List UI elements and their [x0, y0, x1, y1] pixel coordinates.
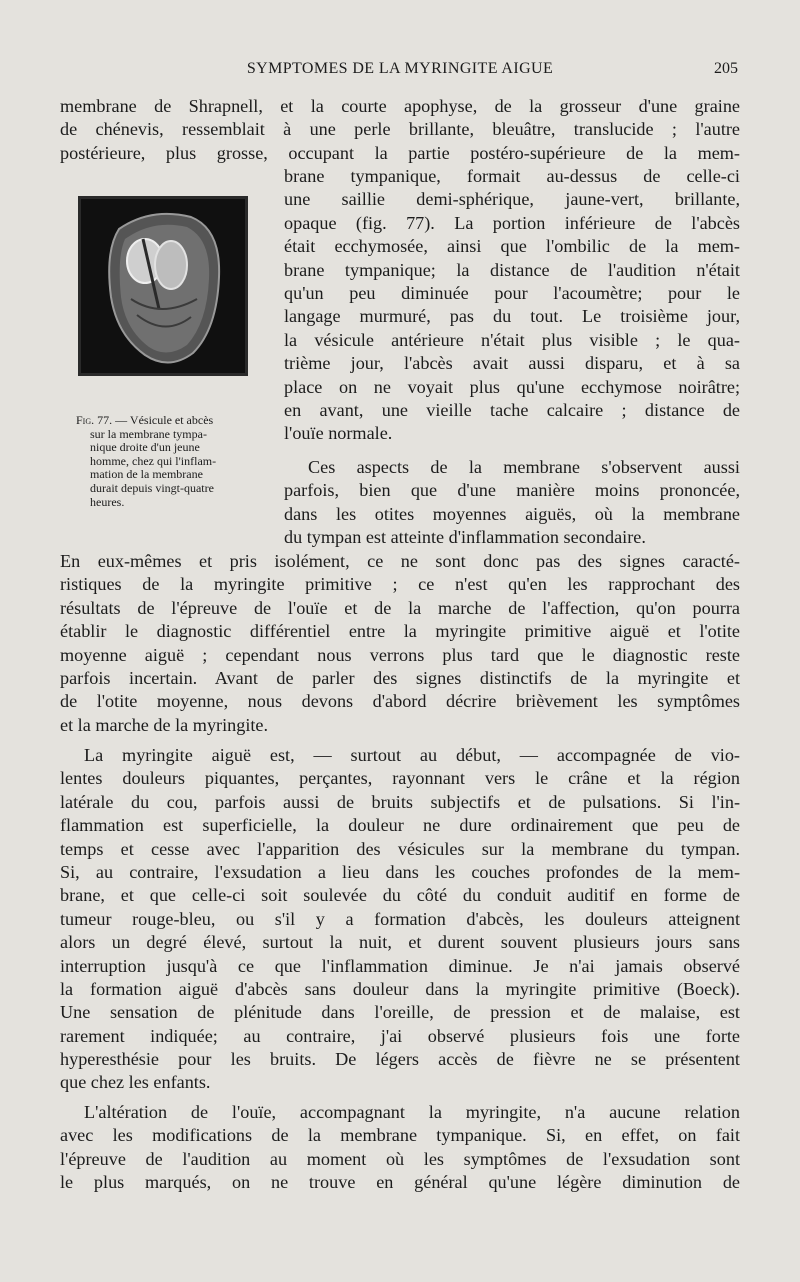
text-line: interruption jusqu'à ce que l'inflammation diminue. Je n'ai jamais observé	[60, 955, 740, 976]
text-line: postérieure, plus grosse, occupant la partie postéro-supérieure de la mem-	[60, 142, 740, 163]
text-line: résultats de l'épreuve de l'ouïe et de la marche de l'affection, qu'on pourra	[60, 597, 740, 618]
text-line: une saillie demi-sphérique, jaune-vert, brillante,	[284, 189, 740, 210]
eardrum-drawing	[81, 199, 245, 373]
text-line: place on ne voyait plus qu'une ecchymose noirâtre;	[284, 376, 740, 397]
text-line: brane, et que celle-ci soit soulevée du côté du conduit auditif en forme de	[60, 885, 740, 906]
running-head: SYMPTOMES DE LA MYRINGITE AIGUE	[246, 60, 554, 77]
text-line: parfois incertain. Avant de parler des signes distinctifs de la myringite et	[60, 667, 740, 688]
caption-line: mation de la membrane	[90, 467, 203, 482]
text-line: dans les otites moyennes aiguës, où la membrane	[284, 503, 740, 524]
text-line: et la marche de la myringite.	[60, 714, 269, 735]
text-line: ristiques de la myringite primitive ; ce n'est qu'en les rapprochant des	[60, 574, 740, 595]
caption-line: heures.	[90, 494, 125, 509]
text-line: l'ouïe normale.	[284, 423, 393, 444]
text-line: moyenne aiguë ; cependant nous verrons plus tard que le diagnostic reste	[60, 644, 740, 665]
text-line: avec les modifications de la membrane tympanique. Si, en effet, on fait	[60, 1125, 740, 1146]
text-line: latérale du cou, parfois aussi de bruits subjectifs et de pulsations. Si l'in-	[60, 791, 740, 812]
text-line: opaque (fig. 77). La portion inférieure de l'abcès	[284, 212, 740, 233]
text-line: hyperesthésie pour les bruits. De légers accès de fièvre ne se présentent	[60, 1049, 740, 1070]
text-line: langage murmuré, pas du tout. Le troisième jour,	[284, 306, 740, 327]
text-line: était ecchymosée, ainsi que l'ombilic de la mem-	[284, 236, 740, 257]
paragraph-3	[60, 1101, 740, 1195]
text-line: alors un degré élevé, surtout la nuit, et durent souvent plusieurs jours sans	[60, 932, 740, 953]
text-line: l'épreuve de l'audition au moment où les symptômes de l'exsudation sont	[60, 1148, 740, 1169]
text-line: rarement indiquée; au contraire, j'ai observé plusieurs fois une forte	[60, 1025, 740, 1046]
caption-line: — Vésicule et abcès	[115, 413, 214, 427]
caption-lead: Fig. 77.	[76, 413, 113, 427]
text-line: la formation aiguë d'abcès sans douleur dans la myringite primitive (Boeck).	[60, 978, 740, 999]
text-line: flammation est superficielle, la douleur ne dure ordinairement que peu de	[60, 815, 740, 836]
text-line: Une sensation de plénitude dans l'oreille, de pression et de malaise, est	[60, 1002, 740, 1023]
text-line: du tympan est atteinte d'inflammation secondaire.	[284, 527, 646, 548]
paragraph-2	[60, 744, 740, 1095]
text-line: En eux-mêmes et pris isolément, ce ne sont donc pas des signes caracté-	[60, 551, 740, 571]
text-line: en avant, une vieille tache calcaire ; distance de	[284, 399, 740, 420]
text-line: qu'un peu diminuée pour l'acoumètre; pour le	[284, 282, 740, 303]
text-line: Si, au contraire, l'exsudation a lieu dans les couches profondes de la mem-	[60, 861, 740, 882]
text-line: la vésicule antérieure n'était plus visible ; le qua-	[284, 329, 740, 350]
caption-line: durait depuis vingt-quatre	[90, 480, 214, 495]
paragraph-1	[60, 550, 740, 737]
caption-line: homme, chez qui l'inflam-	[90, 453, 217, 468]
text-line: temps et cesse avec l'apparition des vésicules sur la membrane du tympan.	[60, 838, 740, 859]
figure-77	[72, 196, 270, 509]
text-line: trième jour, l'abcès avait aussi disparu, et à sa	[284, 353, 740, 374]
caption-line: sur la membrane tympa-	[90, 426, 207, 441]
text-line: que chez les enfants.	[60, 1072, 211, 1093]
text-line: lentes douleurs piquantes, perçantes, rayonnant vers le crâne et la région	[60, 768, 740, 789]
text-line: le plus marqués, on ne trouve en général qu'une légère diminution de	[60, 1172, 740, 1193]
eardrum-illustration	[78, 196, 248, 376]
text-line: brane tympanique; la distance de l'audition n'était	[284, 259, 740, 280]
text-line: tumeur rouge-bleu, ou s'il y a formation d'abcès, les douleurs atteignent	[60, 908, 740, 929]
figure-caption	[72, 414, 268, 509]
text-line: établir le diagnostic différentiel entre la myringite primitive aiguë et l'otite	[60, 621, 740, 642]
page-number: 205	[714, 60, 738, 77]
body-top-lines	[60, 95, 740, 165]
page-header	[60, 60, 740, 84]
text-line: de l'otite moyenne, nous devons d'abord décrire brièvement les symptômes	[60, 691, 740, 712]
caption-line: nique droite d'un jeune	[90, 440, 200, 455]
text-line: de chénevis, ressemblait à une perle brillante, bleuâtre, translucide ; l'autre	[60, 119, 740, 140]
text-line: parfois, bien que d'une manière moins prononcée,	[284, 480, 740, 501]
text-line: La myringite aiguë est, — surtout au début, — accompagnée de vio-	[84, 745, 740, 765]
text-line: brane tympanique, formait au-dessus de celle-ci	[284, 166, 740, 186]
text-line: L'altération de l'ouïe, accompagnant la myringite, n'a aucune relation	[84, 1102, 740, 1122]
text-line: membrane de Shrapnell, et la courte apophyse, de la grosseur d'une graine	[60, 96, 740, 116]
text-line: Ces aspects de la membrane s'observent aussi	[308, 457, 740, 477]
